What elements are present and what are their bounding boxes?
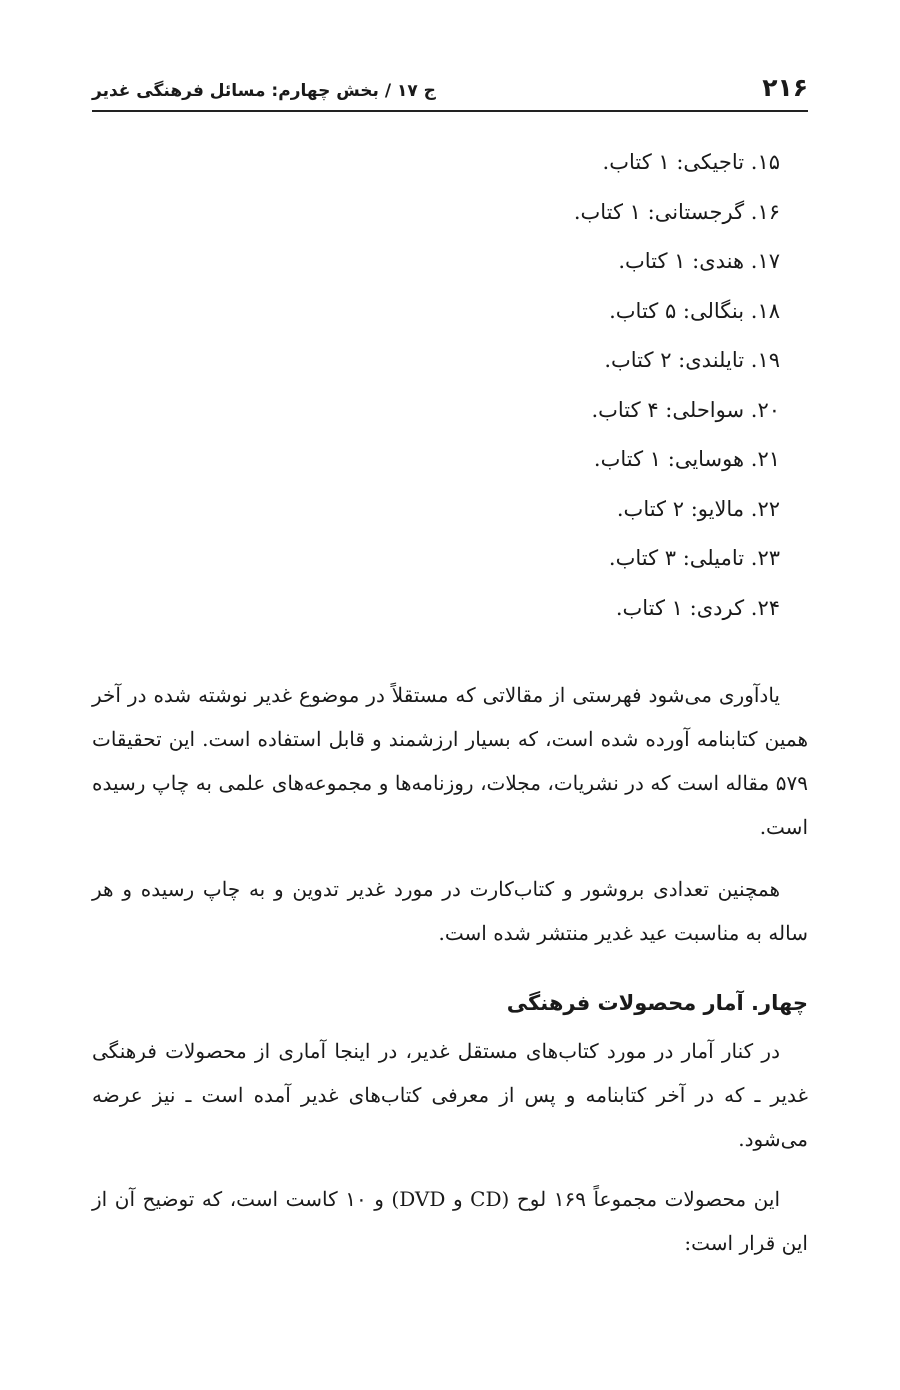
- list-item: ۱۷. هندی: ۱ کتاب.: [618, 249, 780, 273]
- book-page: [92, 60, 808, 1265]
- list-item: ۱۹. تایلندی: ۲ کتاب.: [604, 348, 780, 372]
- cultural-products-intro-paragraph: در کنار آمار در مورد کتاب‌های مستقل غدیر، در اینجا آماری از محصولات فرهنگی غدیر ـ که در آخر کتابنامه و پس از معرفی کتاب‌های غدیر آمده است ـ نیز عرضه می‌شود.: [92, 1039, 808, 1151]
- running-header: [92, 60, 808, 112]
- list-item: ۲۳. تامیلی: ۳ کتاب.: [608, 546, 780, 570]
- list-item: ۱۵. تاجیکی: ۱ کتاب.: [602, 150, 780, 174]
- running-header-title: ج ۱۷ / بخش چهارم: مسائل فرهنگی غدیر: [92, 81, 436, 101]
- products-total-paragraph: این محصولات مجموعاً ۱۶۹ لوح (CD و DVD) و ۱۰ کاست است، که توضیح آن از این قرار است:: [92, 1187, 808, 1255]
- articles-note-paragraph: یادآوری می‌شود فهرستی از مقالاتی که مستقلاً در موضوع غدیر نوشته شده در آخر همین کتابنامه آورده شده است، که بسیار ارزشمند و قابل استفاده است. این تحقیقات ۵۷۹ مقاله است که در نشریات، مجلات، روزنامه‌ها و مجموعه‌های علمی به چاپ رسیده است.: [92, 683, 808, 839]
- list-item: ۱۸. بنگالی: ۵ کتاب.: [609, 298, 780, 323]
- page-number: ۲۱۶: [762, 73, 808, 102]
- list-item: ۲۴. کردی: ۱ کتاب.: [615, 595, 780, 620]
- list-item: ۲۲. مالایو: ۲ کتاب.: [616, 496, 780, 521]
- brochures-paragraph: همچنین تعدادی بروشور و کتاب‌کارت در مورد غدیر تدوین و به چاپ رسیده و هر ساله به مناسبت عید غدیر منتشر شده است.: [92, 877, 808, 945]
- list-item: ۱۶. گرجستانی: ۱ کتاب.: [573, 199, 780, 224]
- list-item: ۲۱. هوسایی: ۱ کتاب.: [593, 447, 780, 471]
- list-item: ۲۰. سواحلی: ۴ کتاب.: [591, 397, 780, 422]
- section-heading: چهار. آمار محصولات فرهنگی: [506, 991, 808, 1015]
- language-book-count-list: [92, 142, 808, 637]
